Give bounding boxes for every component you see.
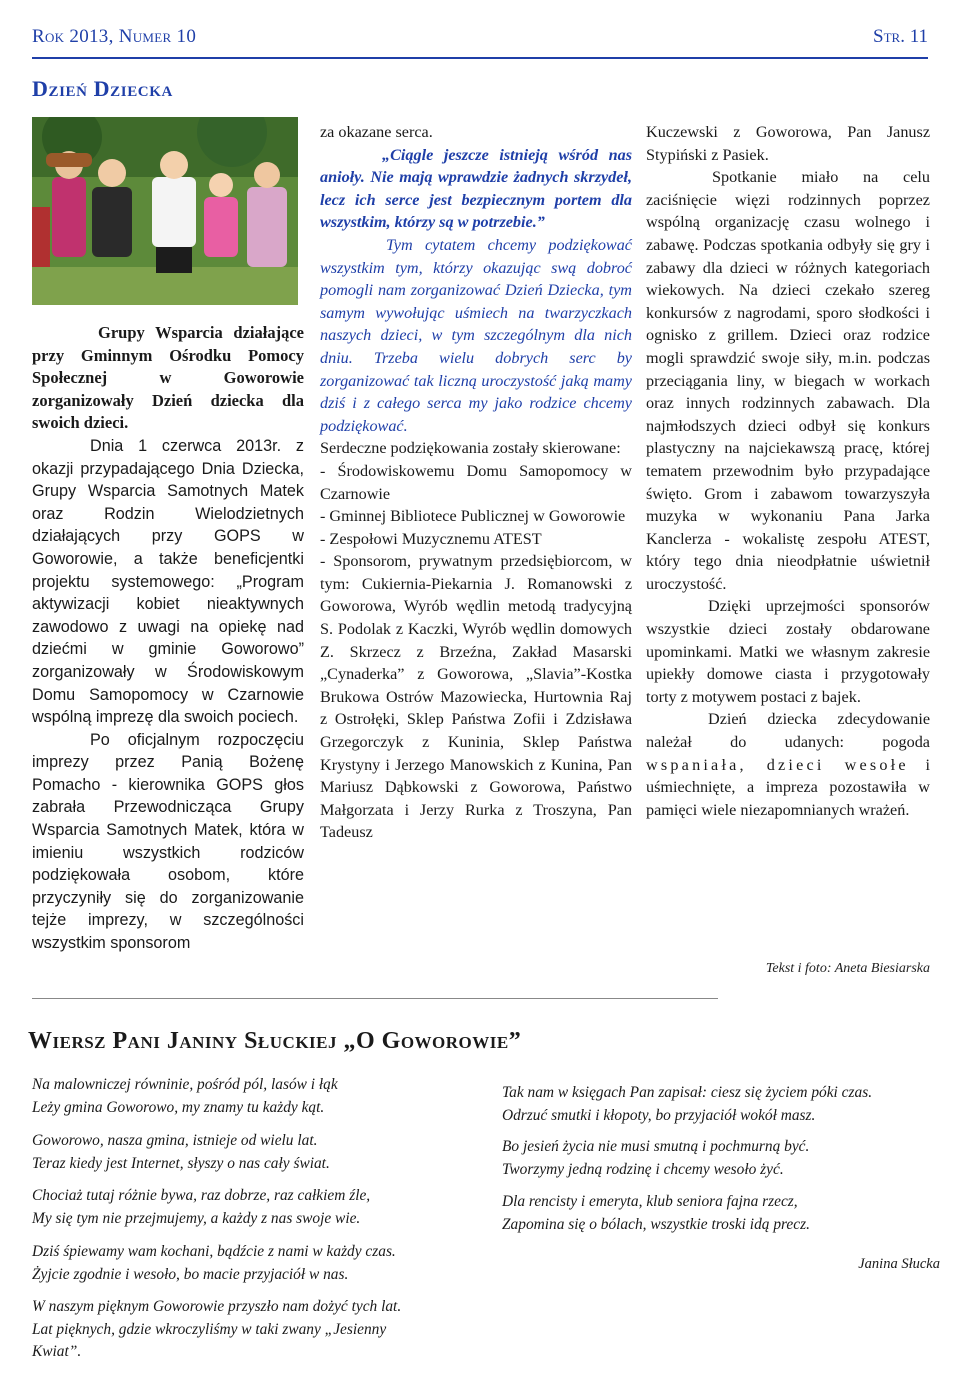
section-divider xyxy=(32,998,718,999)
poem-stanza xyxy=(502,1136,809,1181)
article-text: i uśmiechnięte, a impreza pozostawiła w pamięci wiele niezapomnianych wrażeń. xyxy=(646,755,930,819)
poem-line: Odrzuć smutki i kłopoty, bo przyjaciół wokół masz. xyxy=(502,1106,816,1124)
issue-label: Rok 2013, Numer 10 xyxy=(32,26,197,47)
thanks-list-item: - Gminnej Bibliotece Publicznej w Goworowie xyxy=(320,507,626,526)
poem-line: Goworowo, nasza gmina, istnieje od wielu lat. xyxy=(32,1132,318,1149)
article-paragraph: Spotkanie miało na celu zaciśnięcie więzi rodzinnych poprzez wspólną organizację czasu wolnego i zabawę. Podczas spotkania odbyły się gry i zabawy dla dzieci w różnych kategoriach wiekowych. Na dzieci czekało szereg konkursów z nagrodami, sporo słodkości i ognisko z grillem. Dzieci oraz rodzice mogli sprawdzić swoje siły, m.in. podczas przeciągania liny, w biegach w workach oraz innych rodzinnych zabawach. Dla najmłodszych dzieci odbył się konkurs plastyczny na najciekawszą pracę, której tematem przewodnim było przypadające święto. Grom i zabawom towarzyszyła muzyka w wykonaniu Pana Jarka Kanclerza - wokalistę zespołu ATEST, który tego dnia nieodpłatnie uświetnił uroczystość. xyxy=(646,168,930,593)
poem-line: W naszym pięknym Goworowie przyszło nam dożyć tych lat. xyxy=(32,1298,402,1315)
poem-line: Teraz kiedy jest Internet, słyszy o nas cały świat. xyxy=(32,1154,330,1172)
header-divider xyxy=(32,57,928,59)
photo-credit: Tekst i foto: Aneta Biesiarska xyxy=(765,961,930,976)
article-title: Dzień Dziecka xyxy=(32,76,173,101)
article-quote: „Ciągle jeszcze istnieją wśród nas anioły. Nie mają wprawdzie żadnych skrzydeł, lecz ich serce jest bezpiecznym portem dla wszystkim, którzy są w potrzebie.” xyxy=(320,145,632,232)
article-paragraph xyxy=(646,708,930,821)
poem-stanza xyxy=(32,1241,396,1286)
thanks-list-item: - Środowiskowemu Domu Samopomocy w Czarnowie xyxy=(320,461,632,503)
poem-line: My się tym nie przejmujemy, a każdy z nas swoje wie. xyxy=(32,1209,361,1227)
page-header xyxy=(32,26,928,52)
article-column-2 xyxy=(320,121,632,844)
poem-line: Dla rencisty i emeryta, klub seniora fajna rzecz, xyxy=(502,1193,798,1210)
poem-title: Wiersz Pani Janiny Słuckiej „O Goworowie” xyxy=(28,1028,522,1054)
poem-stanza xyxy=(32,1074,338,1119)
article-column-3 xyxy=(646,121,930,821)
poem-line: Lat pięknych, gdzie wkroczyliśmy w taki zwany „Jesienny xyxy=(32,1320,387,1338)
article-lead: Grupy Wsparcia działające przy Gminnym Ośrodku Pomocy Społecznej w Goworowie zorganizowały Dzień dziecka dla swoich dzieci. xyxy=(32,323,304,433)
poem-author: Janina Słucka xyxy=(858,1256,940,1272)
poem-stanza xyxy=(32,1185,370,1230)
poem-stanza xyxy=(502,1191,810,1236)
poem-line: Tak nam w księgach Pan zapisał: ciesz się życiem póki czas. xyxy=(502,1084,873,1101)
poem-stanza xyxy=(502,1082,872,1127)
article-paragraph: za okazane serca. xyxy=(320,123,433,141)
article-paragraph: Tym cytatem chcemy podziękować wszystkim tym, którzy okazując swą dobroć pomogli nam zorganizować Dzień Dziecka, tym samym wywołując uśmiech na twarzyczkach naszych dzieci, w tym szczególnym dla nich dniu. Trzeba wielu dobrych serc by zorganizować tak liczną uroczystość jaką mamy dziś i z całego serca my jako rodzice chcemy podziękować. xyxy=(320,235,632,435)
poem-line: Bo jesień życia nie musi smutną i pochmurną być. xyxy=(502,1138,810,1155)
article-text: Dzień dziecka zdecydowanie należał do udanych: pogoda xyxy=(646,710,930,752)
article-paragraph: Kuczewski z Goworowa, Pan Janusz Stypiński z Pasiek. xyxy=(646,123,930,164)
thanks-list-item: - Zespołowi Muzycznemu ATEST xyxy=(320,529,542,548)
poem-line: Zapomina się o bólach, wszystkie troski idą precz. xyxy=(502,1215,810,1233)
children-playing-photo xyxy=(32,117,298,305)
poem-line: Tworzymy jedną rodzinę i chcemy wesoło żyć. xyxy=(502,1160,784,1178)
article-paragraph: Dnia 1 czerwca 2013r. z okazji przypadającego Dnia Dziecka, Grupy Wsparcia Samotnych Matek oraz Rodzin Wielodzietnych działających przy GOPS w Goworowie, a także beneficjentki projektu systemowego: „Program aktywizacji kobiet nieaktywnych zawodowo z uwagi na opiekę nad dziećmi w gminie Goworowo” zorganizowały w Środowiskowym Domu Samopomocy w Czarnowie wspólną imprezę dla swoich pociech. xyxy=(32,436,304,727)
poem-line: Leży gmina Goworowo, my znamy tu każdy kąt. xyxy=(32,1098,325,1116)
poem-line: Chociaż tutaj różnie bywa, raz dobrze, raz całkiem źle, xyxy=(32,1187,371,1204)
poem-stanza xyxy=(32,1130,330,1175)
article-column-1 xyxy=(32,322,304,955)
poem-line: Na malowniczej równinie, pośród pól, lasów i łąk xyxy=(32,1076,338,1093)
thanks-list-item: - Sponsorom, prywatnym przedsiębiorcom, w tym: Cukiernia-Piekarnia J. Romanowski z Goworowa, Wyrób wędlin metodą tradycyjną S. Podolak z Kaczki, Wyrób wędlin domowych Z. Skrzecz z Brzeźna, Zakład Masarski „Cynaderka” z Goworowa, „Slavia”-Kostka Brukowa Ostrów Mazowiecka, Hurtownia Raj z Ostrołęki, Sklep Państwa Zofii i Zdzisława Grzegorczyk z Kuninia, Sklep Państwa Krystyny i Jerzego Manowskich z Kunina, Pan Mariusz Dąbkowski z Goworowa, Państwo Małgorzata i Jerzy Rurka z Troszyna, Pan Tadeusz xyxy=(320,552,632,842)
article-paragraph: Po oficjalnym rozpoczęciu imprezy przez Panią Bożenę Pomacho - kierownika GOPS głos zabrała Przewodnicząca Grupy Wsparcia Samotnych Matek, która w imieniu wszystkich rodziców podziękowała osobom, które przyczyniły się do zorganizowanie tejże imprezy, w szczególności wszystkim sponsorom xyxy=(32,730,304,953)
page-number: Str. 11 xyxy=(873,26,928,47)
poem-line: Żyjcie zgodnie i wesoło, bo macie przyjaciół w nas. xyxy=(32,1265,349,1283)
poem-line: Dziś śpiewamy wam kochani, bądźcie z nami w każdy czas. xyxy=(32,1243,396,1260)
poem-line: Kwiat”. xyxy=(32,1343,82,1361)
article-text-spaced: wspaniała, dzieci wesołe xyxy=(646,755,909,774)
article-paragraph: Dzięki uprzejmości sponsorów wszystkie dzieci zostały obdarowane upominkami. Matki we własnym zakresie upiekły domowe ciasta i przygotowały torty z motywem postaci z bajek. xyxy=(646,597,930,706)
article-paragraph: Serdeczne podziękowania zostały skierowane: xyxy=(320,439,621,458)
poem-stanza xyxy=(32,1296,401,1364)
